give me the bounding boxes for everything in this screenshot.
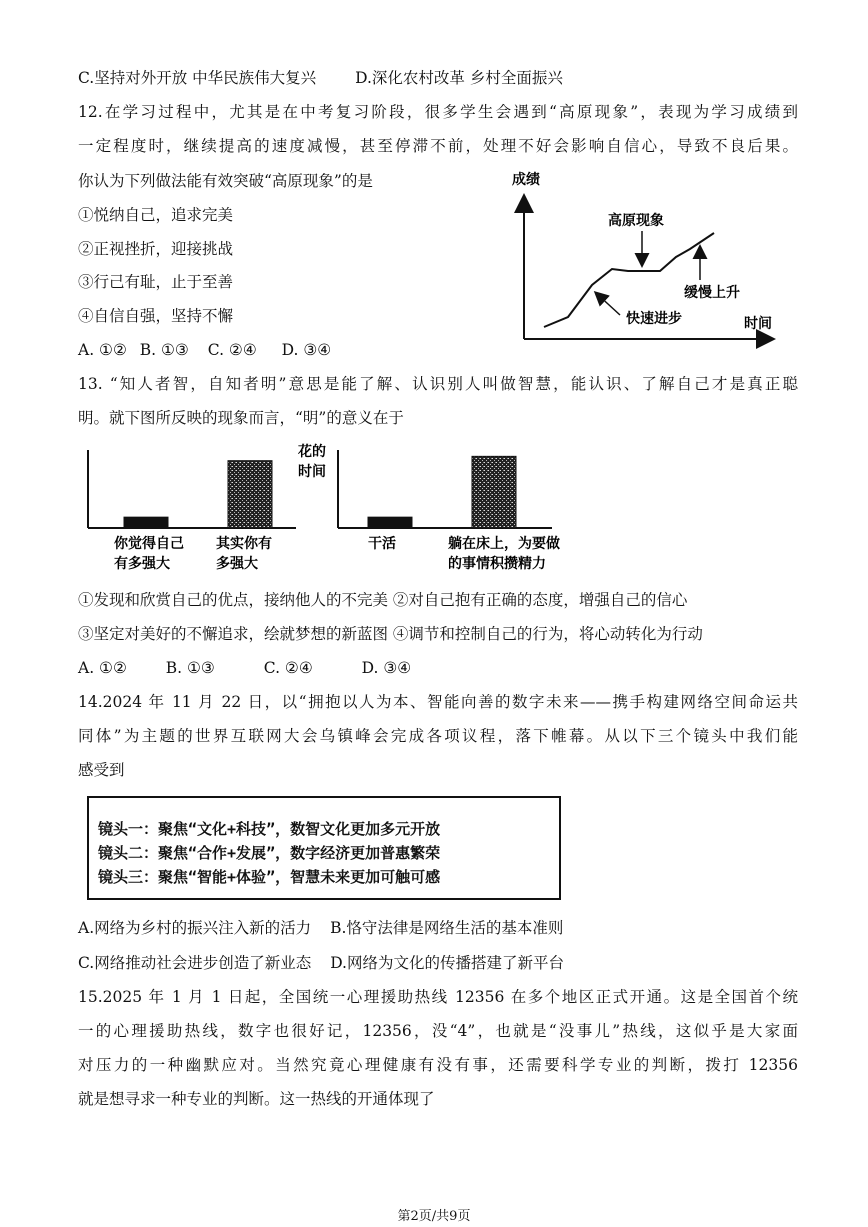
q12-choice-d: D. ③④ (281, 341, 332, 359)
q12-choices (78, 340, 331, 360)
plateau-y-label: 成绩 (512, 172, 540, 188)
q12-item-4: ④自信自强，坚持不懈 (78, 307, 234, 325)
q13-chart-1-bar-1 (124, 517, 168, 528)
q13-choice-d: D. ③④ (361, 659, 412, 677)
q13-chart-1-category-label: 你觉得自己 (114, 536, 184, 552)
q12-choice-a: A. ①② (78, 341, 127, 359)
q14-options-row2 (78, 953, 564, 973)
q12-choice-b: B. ①③ (139, 341, 189, 359)
q13-choice-b: B. ①③ (165, 659, 215, 677)
q14-option-a: A.网络为乡村的振兴注入新的活力 (78, 919, 312, 937)
q13-chart-1-category-label: 有多强大 (114, 556, 170, 572)
q14-box-line1: 镜头一：聚焦“文化+科技”，数智文化更加多元开放 (98, 820, 441, 838)
q15-stem-line3: 对压力的一种幽默应对。当然究竟心理健康有没有事，还需要科学专业的判断，拨打 12356 (78, 1056, 798, 1074)
q13-chart-2 (297, 443, 560, 572)
q14-quote-box (87, 796, 561, 900)
q12-stem-line2: 一定程度时，继续提高的速度减慢，甚至停滞不前，处理不好会影响自信心，导致不良后果。 (78, 137, 798, 155)
q13-chart-2-bar-2 (472, 456, 516, 528)
q13-chart-1-category-label: 其实你有 (216, 536, 272, 552)
q14-box-line3: 镜头三：聚焦“智能+体验”，智慧未来更加可触可感 (98, 868, 441, 886)
q12-item-1: ①悦纳自己，追求完美 (78, 206, 234, 224)
q15-stem-line4: 就是想寻求一种专业的判断。这一热线的开通体现了 (78, 1090, 435, 1108)
q13-items-line2: ③坚定对美好的不懈追求，绘就梦想的新蓝图 ④调节和控制自己的行为，将心动转化为行动 (78, 625, 703, 643)
plateau-annot-fast: 快速进步 (626, 311, 682, 327)
q14-stem-line1: 14.2024 年 11 月 22 日，以“拥抱以人为本、智能向善的数字未来——携手构建网络空间命运共 (78, 693, 798, 711)
q13-chart-2-category-label: 的事情积攒精力 (448, 556, 546, 572)
q12-stem-line3: 你认为下列做法能有效突破“高原现象”的是 (78, 172, 373, 190)
q13-chart-1-category-label: 多强大 (216, 556, 258, 572)
q15-stem-line2: 一的心理援助热线，数字也很好记，12356，没“4”，也就是“没事儿”热线，这似乎是大家面 (78, 1022, 798, 1040)
q14-options-row1 (78, 918, 563, 938)
q13-chart-2-ylabel: 时间 (298, 464, 326, 480)
q13-chart-2-ylabel: 花的 (298, 444, 326, 460)
q13-chart-1-bar-2 (228, 461, 272, 528)
q11-option-d: D.深化农村改革 乡村全面振兴 (355, 69, 563, 87)
q14-option-b: B.恪守法律是网络生活的基本准则 (330, 919, 564, 937)
q14-stem-line2: 同体”为主题的世界互联网大会乌镇峰会完成各项议程，落下帷幕。从以下三个镜头中我们能 (78, 727, 798, 745)
q13-choices (78, 658, 411, 678)
q13-bar-charts (80, 438, 600, 578)
plateau-annot-plateau: 高原现象 (608, 213, 664, 229)
plateau-x-label: 时间 (744, 316, 772, 332)
q13-chart-2-category-label: 干活 (368, 536, 396, 552)
q13-items-line1: ①发现和欣赏自己的优点，接纳他人的不完美 ②对自己抱有正确的态度，增强自己的信心 (78, 591, 688, 609)
q13-choice-a: A. ①② (78, 659, 127, 677)
q14-box-line2: 镜头二：聚焦“合作+发展”，数字经济更加普惠繁荣 (98, 844, 441, 862)
q15-stem-line1: 15.2025 年 1 月 1 日起，全国统一心理援助热线 12356 在多个地区正式开通。这是全国首个统 (78, 988, 798, 1006)
q13-stem-line1: 13. “知人者智，自知者明”意思是能了解、认识别人叫做智慧，能认识、了解自己才是真正聪 (78, 375, 798, 393)
plateau-chart (500, 165, 790, 350)
q14-option-d: D.网络为文化的传播搭建了新平台 (330, 954, 564, 972)
q13-choice-c: C. ②④ (263, 659, 313, 677)
page-footer: 第2页/共9页 (397, 1209, 471, 1224)
q13-chart-1 (88, 450, 296, 572)
q14-option-c: C.网络推动社会进步创造了新业态 (78, 954, 312, 972)
q12-item-3: ③行己有耻，止于至善 (78, 273, 234, 291)
q11-options (78, 68, 563, 88)
q12-stem-line1: 12.在学习过程中，尤其是在中考复习阶段，很多学生会遇到“高原现象”，表现为学习成绩到 (78, 103, 798, 121)
q13-chart-2-category-label: 躺在床上，为要做 (448, 536, 560, 552)
q13-chart-2-bar-1 (368, 517, 412, 528)
plateau-arrow-fast (596, 293, 620, 315)
plateau-annot-slow: 缓慢上升 (684, 285, 740, 301)
q12-choice-c: C. ②④ (207, 341, 257, 359)
q14-stem-line3: 感受到 (78, 761, 125, 779)
q13-stem-line2: 明。就下图所反映的现象而言，“明”的意义在于 (78, 409, 404, 427)
q12-item-2: ②正视挫折，迎接挑战 (78, 240, 234, 258)
q11-option-c: C.坚持对外开放 中华民族伟大复兴 (78, 69, 317, 87)
